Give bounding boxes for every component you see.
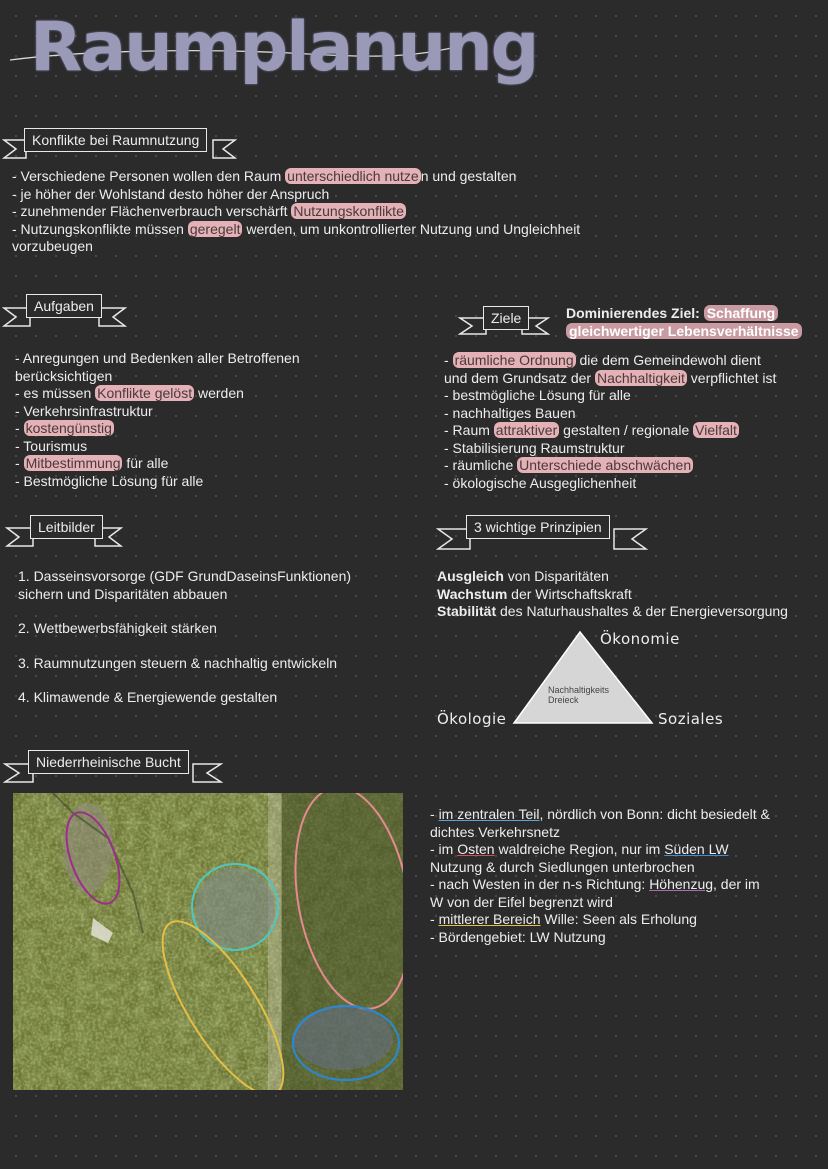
highlight: geregelt — [189, 220, 241, 237]
line-text: - im — [430, 841, 458, 857]
guideline-item: 2. Wettbewerbsfähigkeit stärken — [18, 620, 217, 636]
line-text: verpflichtet ist — [686, 369, 777, 386]
conflict-line — [12, 238, 792, 256]
task-line — [15, 403, 415, 421]
conflict-line — [12, 168, 792, 186]
banner-goals — [458, 306, 550, 338]
goal-line — [444, 370, 824, 388]
region-line — [430, 911, 825, 929]
conflict-line — [12, 186, 792, 204]
underlined-term: mittlerer Bereich — [438, 911, 541, 927]
line-text: - Verschiedene Personen wollen den Raum — [12, 168, 286, 184]
line-text: des Naturhaushaltes & der Energieversorgung — [496, 603, 788, 619]
conflict-line — [12, 203, 792, 221]
principle-keyword: Ausgleich — [437, 568, 504, 584]
guideline-item: sichern und Disparitäten abbauen — [18, 585, 228, 602]
line-text: von Disparitäten — [503, 568, 609, 584]
line-text: - nach Westen in der n-s Richtung: — [430, 876, 650, 892]
guidelines-list — [18, 568, 418, 707]
line-text: dichtes Verkehrsnetz — [430, 823, 560, 840]
goal-line — [444, 475, 824, 493]
highlight: Mitbestimmung — [25, 455, 121, 471]
line-text: gestalten / regionale — [559, 422, 694, 438]
highlight: kostengünstig — [25, 420, 112, 436]
task-line — [15, 420, 415, 438]
task-line — [15, 455, 415, 473]
line-text: - Bestmögliche Lösung für alle — [15, 472, 204, 489]
region-line — [430, 876, 825, 894]
satellite-map — [13, 793, 403, 1090]
line-text: - Raum — [444, 422, 494, 438]
highlight: Konflikte gelöst — [97, 385, 193, 401]
banner-principles — [436, 513, 648, 551]
banner-tasks — [2, 294, 127, 328]
region-line — [430, 894, 825, 912]
guideline-item: 1. Dasseinsvorsorge (GDF GrundDaseinsFunktionen) — [18, 568, 352, 584]
line-text: - je höher der Wohlstand desto höher der Anspruch — [12, 185, 330, 202]
dominant-goal-label: Dominierendes Ziel: — [566, 305, 700, 321]
task-line — [15, 350, 415, 368]
highlight: Unterschiede abschwächen — [519, 457, 692, 473]
goals-list — [444, 352, 824, 492]
task-line — [15, 473, 415, 491]
triangle-center-label: Nachhaltigkeits Dreieck — [548, 685, 610, 705]
line-text: W von der Eifel begrenzt wird — [430, 893, 613, 910]
principle-line — [437, 568, 827, 586]
line-text: , der im — [713, 876, 760, 892]
principle-keyword: Stabilität — [437, 603, 497, 619]
line-text: werden — [194, 385, 244, 401]
line-text: - zunehmender Flächenverbrauch verschärft — [12, 203, 292, 219]
underlined-term: Höhenzug — [649, 876, 714, 892]
page-title: Raumplanung — [30, 8, 538, 87]
underlined-term: Osten — [457, 841, 495, 857]
task-line — [15, 385, 415, 403]
line-text: - — [15, 420, 24, 436]
principles-heading: 3 wichtige Prinzipien — [466, 515, 610, 539]
line-text: und dem Grundsatz der — [444, 369, 595, 386]
highlight: räumliche Ordnung — [454, 352, 574, 368]
line-text: - Verkehrsinfrastruktur — [15, 402, 153, 419]
dominant-goal-highlight-1: Schaffung — [704, 305, 778, 321]
highlight: Nachhaltigkeit — [596, 369, 685, 386]
line-text: - — [15, 455, 24, 471]
line-text: Wille: Seen als Erholung — [540, 911, 697, 927]
highlight: Nutzungskonflikte — [293, 203, 404, 219]
line-text: - Stabilisierung Raumstruktur — [444, 439, 625, 456]
principle-line — [437, 586, 827, 604]
region-line — [430, 859, 825, 877]
goal-line — [444, 352, 824, 370]
dominant-goal — [566, 304, 826, 340]
line-text: vorzubeugen — [12, 238, 93, 254]
region-heading: Niederrheinische Bucht — [28, 750, 189, 774]
triangle-label-top: Ökonomie — [600, 630, 680, 648]
line-text: Nutzung & durch Siedlungen unterbrochen — [430, 858, 695, 875]
goals-heading: Ziele — [483, 306, 529, 330]
line-text: - — [444, 352, 453, 368]
line-text: - Tourismus — [15, 437, 88, 454]
goal-line — [444, 440, 824, 458]
principle-keyword: Wachstum — [437, 585, 508, 602]
guideline-item: 4. Klimawende & Energiewende gestalten — [18, 689, 278, 705]
triangle-label-left: Ökologie — [437, 710, 507, 728]
line-text: die dem Gemeindewohl dient — [575, 352, 761, 368]
conflicts-heading: Konflikte bei Raumnutzung — [24, 128, 207, 152]
underlined-term: im zentralen Teil — [438, 806, 540, 822]
line-text: , nördlich von Bonn: dicht besiedelt & — [539, 806, 770, 822]
task-line — [15, 438, 415, 456]
conflict-line — [12, 221, 792, 239]
region-line — [430, 824, 825, 842]
region-line — [430, 929, 825, 947]
conflicts-list — [12, 168, 792, 256]
highlight: Vielfalt — [695, 422, 737, 438]
banner-guidelines — [5, 514, 123, 548]
guidelines-heading: Leitbilder — [30, 515, 103, 539]
underlined-term: Süden LW — [664, 841, 729, 857]
goal-line — [444, 422, 824, 440]
line-text: - Nutzungskonflikte müssen — [12, 220, 188, 237]
dominant-goal-highlight-2: gleichwertiger Lebensverhältnisse — [566, 323, 802, 339]
tasks-heading: Aufgaben — [26, 294, 102, 318]
goal-line — [444, 405, 824, 423]
region-line — [430, 806, 825, 824]
region-line — [430, 841, 825, 859]
line-text: - — [430, 911, 439, 927]
line-text: - räumliche — [444, 457, 518, 473]
tasks-list — [15, 350, 415, 490]
line-text: der Wirtschaftskraft — [507, 585, 632, 602]
region-list — [430, 806, 825, 946]
line-text: - es müssen — [15, 385, 96, 401]
goal-line — [444, 457, 824, 475]
line-text: berücksichtigen — [15, 367, 113, 384]
line-text: für alle — [122, 455, 169, 471]
highlight: unterschiedlich nutze — [287, 168, 419, 184]
line-text: waldreiche Region, nur im — [494, 841, 665, 857]
principle-line — [437, 603, 827, 621]
line-text: n und gestalten — [420, 168, 517, 184]
goal-line — [444, 387, 824, 405]
task-line — [15, 368, 415, 386]
highlight: attraktiver — [495, 422, 558, 438]
line-text: - ökologische Ausgeglichenheit — [444, 474, 637, 491]
line-text: - Bördengebiet: LW Nutzung — [430, 928, 606, 945]
line-text: - — [430, 806, 439, 822]
principles-list — [437, 568, 827, 621]
line-text: - Anregungen und Bedenken aller Betroffenen — [15, 350, 300, 366]
line-text: werden, um unkontrollierter Nutzung und Ungleichheit — [242, 220, 581, 237]
line-text: - bestmögliche Lösung für alle — [444, 387, 631, 403]
banner-region — [3, 748, 223, 784]
triangle-label-right: Soziales — [658, 710, 724, 728]
line-text: - nachhaltiges Bauen — [444, 404, 576, 421]
banner-conflicts — [2, 128, 237, 162]
guideline-item: 3. Raumnutzungen steuern & nachhaltig entwickeln — [18, 654, 338, 671]
